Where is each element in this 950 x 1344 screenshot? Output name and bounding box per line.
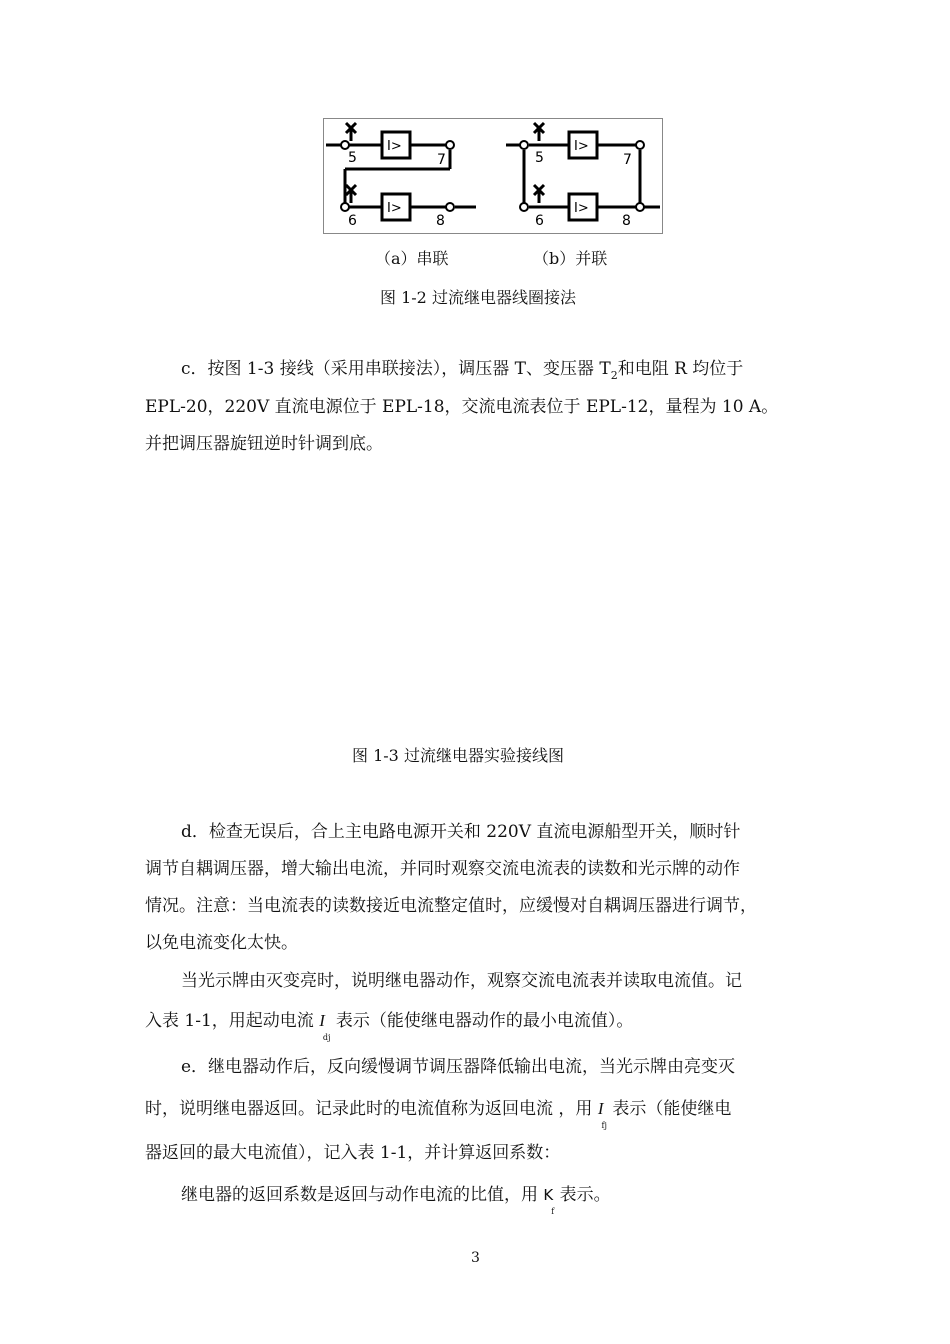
relay-symbol: I> xyxy=(387,139,402,154)
subscript: dj xyxy=(322,1033,331,1042)
symbol-K: K xyxy=(543,1186,554,1204)
terminal-label: 5 xyxy=(535,150,544,166)
relay-symbol: I> xyxy=(387,201,402,216)
text-segment: 表示（能使继电 xyxy=(606,1099,732,1119)
relay-symbol: I> xyxy=(574,139,589,154)
relay-symbol: I> xyxy=(574,201,589,216)
para-light-line-2 xyxy=(145,1002,633,1056)
relay-coil-wiring-diagram xyxy=(324,119,664,235)
terminal-label: 7 xyxy=(623,152,632,168)
symbol-I: I xyxy=(597,1099,604,1118)
figure-1-2-caption: 图 1-2 过流继电器线圈接法 xyxy=(380,288,576,307)
text-segment: 继电器的返回系数是返回与动作电流的比值，用 xyxy=(181,1185,544,1205)
subcaption-series: （a）串联 xyxy=(375,249,449,268)
page-number: 3 xyxy=(471,1250,480,1266)
terminal-label: 6 xyxy=(535,213,544,229)
symbol-I: I xyxy=(319,1011,325,1030)
text-segment: 表示（能使继电器动作的最小电流值）。 xyxy=(330,1011,634,1031)
para-k-line xyxy=(181,1177,611,1230)
terminal-label: 8 xyxy=(622,213,631,229)
para-c-line-1 xyxy=(181,351,743,394)
para-d-line-3: 情况。注意：当电流表的读数接近电流整定值时，应缓慢对自耦调压器进行调节， xyxy=(145,896,757,916)
terminal-label: 6 xyxy=(348,213,357,229)
text-segment: 入表 1-1，用起动电流 xyxy=(145,1011,320,1031)
subscript: f xyxy=(551,1207,555,1216)
text-segment: 和电阻 R 均位于 xyxy=(617,359,744,379)
figure-1-3-caption: 图 1-3 过流继电器实验接线图 xyxy=(352,746,564,765)
text-segment: 表示。 xyxy=(554,1185,611,1205)
subscript: fj xyxy=(601,1121,607,1130)
para-light-line-1: 当光示牌由灭变亮时，说明继电器动作，观察交流电流表并读取电流值。记 xyxy=(181,971,742,991)
terminal-label: 7 xyxy=(437,152,446,168)
para-e-line-1: e．继电器动作后，反向缓慢调节调压器降低输出电流，当光示牌由亮变灭 xyxy=(181,1057,736,1077)
subscript: 2 xyxy=(610,369,618,382)
figure-1-2-diagram xyxy=(323,118,663,234)
subcaption-parallel: （b）并联 xyxy=(533,249,608,268)
terminal-label: 8 xyxy=(436,213,445,229)
text-segment: c．按图 1-3 接线（采用串联接法），调压器 T、变压器 T xyxy=(181,359,611,379)
para-e-line-3: 器返回的最大电流值），记入表 1-1，并计算返回系数： xyxy=(145,1143,561,1163)
para-d-line-4: 以免电流变化太快。 xyxy=(145,933,298,953)
text-segment: 时，说明继电器返回。记录此时的电流值称为返回电流 ，用 xyxy=(145,1099,598,1119)
para-c-line-2: EPL-20，220V 直流电源位于 EPL-18，交流电流表位于 EPL-12，量程为 10 A。 xyxy=(145,397,779,417)
para-d-line-1: d．检查无误后，合上主电路电源开关和 220V 直流电源船型开关，顺时针 xyxy=(181,822,741,842)
para-c-line-3: 并把调压器旋钮逆时针调到底。 xyxy=(145,434,383,454)
terminal-label: 5 xyxy=(348,150,357,166)
para-d-line-2: 调节自耦调压器，增大输出电流，并同时观察交流电流表的读数和光示牌的动作 xyxy=(145,859,740,879)
